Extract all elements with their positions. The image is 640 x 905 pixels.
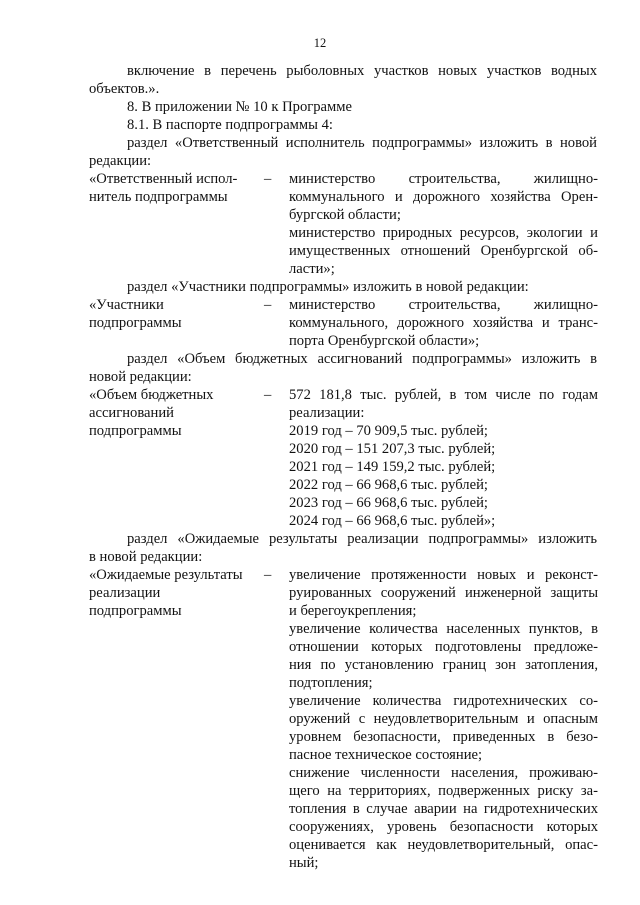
sec3-value-line: 2023 год – 66 968,6 тыс. рублей; (289, 495, 488, 511)
sec3-label-line: ассигнований (89, 405, 174, 421)
sec4-value-line: пасное техническое состояние; (289, 747, 483, 763)
sec1-value-line: министерство строительства, жилищно- (289, 171, 598, 187)
sec4-label-line: реализации (89, 585, 161, 601)
sec2-label-line: «Участники (89, 297, 164, 313)
sec1-label-line: «Ответственный испол- (89, 171, 238, 187)
sec3-heading-line-1: раздел «Объем бюджетных ассигнований подпрограммы» изложить в (127, 351, 597, 367)
sec2-label-line: подпрограммы (89, 315, 182, 331)
sec1-heading-line-1: раздел «Ответственный исполнитель подпрограммы» изложить в новой (127, 135, 597, 151)
item-8: 8. В приложении № 10 к Программе (127, 99, 352, 115)
sec4-heading-line-1: раздел «Ожидаемые результаты реализации подпрограммы» изложить (127, 531, 597, 547)
sec4-value-line: ный; (289, 855, 319, 871)
sec2-value-line: коммунального, дорожного хозяйства и транс- (289, 315, 598, 331)
sec4-value-line: топления в случае аварии на гидротехнических (289, 801, 598, 817)
sec4-value-line: отношении которых подготовлены предложе- (289, 639, 598, 655)
sec2-value-line: министерство строительства, жилищно- (289, 297, 598, 313)
sec3-value-line: 2021 год – 149 159,2 тыс. рублей; (289, 459, 496, 475)
sec1-value-line: имущественных отношений Оренбургской об- (289, 243, 598, 259)
sec2-heading: раздел «Участники подпрограммы» изложить в новой редакции: (127, 279, 529, 295)
sec4-dash: – (264, 567, 272, 583)
sec4-value-line: ния по установлению границ зон затопления, (289, 657, 598, 673)
item-8-1: 8.1. В паспорте подпрограммы 4: (127, 117, 333, 133)
sec1-label-line: нитель подпрограммы (89, 189, 228, 205)
sec1-value-line: ласти»; (289, 261, 335, 277)
sec3-value-line: 2020 год – 151 207,3 тыс. рублей; (289, 441, 496, 457)
sec3-heading-line-2: новой редакции: (89, 369, 192, 385)
sec4-value-line: подтопления; (289, 675, 373, 691)
sec4-value-line: щего на территориях, подверженных риску за- (289, 783, 598, 799)
sec4-value-line: оценивается как неудовлетворительный, опас- (289, 837, 598, 853)
sec3-label-line: «Объем бюджетных (89, 387, 214, 403)
sec4-value-line: увеличение количества населенных пунктов, в (289, 621, 598, 637)
sec2-dash: – (264, 297, 272, 313)
sec4-value-line: и берегоукрепления; (289, 603, 417, 619)
sec4-label-line: «Ожидаемые результаты (89, 567, 243, 583)
sec3-dash: – (264, 387, 272, 403)
sec3-value-line: 2024 год – 66 968,6 тыс. рублей»; (289, 513, 496, 529)
sec4-value-line: уровнем безопасности, приведенных в безо- (289, 729, 598, 745)
sec1-dash: – (264, 171, 272, 187)
sec3-value-line: 2019 год – 70 909,5 тыс. рублей; (289, 423, 488, 439)
sec2-value-line: порта Оренбургской области»; (289, 333, 480, 349)
sec4-value-line: оружений с неудовлетворительным и опасным (289, 711, 598, 727)
sec1-value-line: коммунального и дорожного хозяйства Орен- (289, 189, 598, 205)
sec4-label-line: подпрограммы (89, 603, 182, 619)
sec3-label-line: подпрограммы (89, 423, 182, 439)
sec1-value-line: министерство природных ресурсов, экологии и (289, 225, 598, 241)
sec3-value-line: реализации: (289, 405, 365, 421)
sec1-value-line: бургской области; (289, 207, 401, 223)
sec1-heading-line-2: редакции: (89, 153, 152, 169)
intro-line-1: включение в перечень рыболовных участков новых участков водных (127, 63, 597, 79)
sec4-value-line: увеличение количества гидротехнических со- (289, 693, 598, 709)
sec3-value-line: 2022 год – 66 968,6 тыс. рублей; (289, 477, 488, 493)
page-number: 12 (313, 36, 327, 50)
sec4-heading-line-2: в новой редакции: (89, 549, 203, 565)
sec4-value-line: руированных сооружений инженерной защиты (289, 585, 598, 601)
sec4-value-line: увеличение протяженности новых и реконст- (289, 567, 598, 583)
sec4-value-line: сооружениях, уровень безопасности которых (289, 819, 598, 835)
sec3-value-line: 572 181,8 тыс. рублей, в том числе по годам (289, 387, 598, 403)
sec4-value-line: снижение численности населения, проживаю- (289, 765, 598, 781)
intro-line-2: объектов.». (89, 81, 160, 97)
